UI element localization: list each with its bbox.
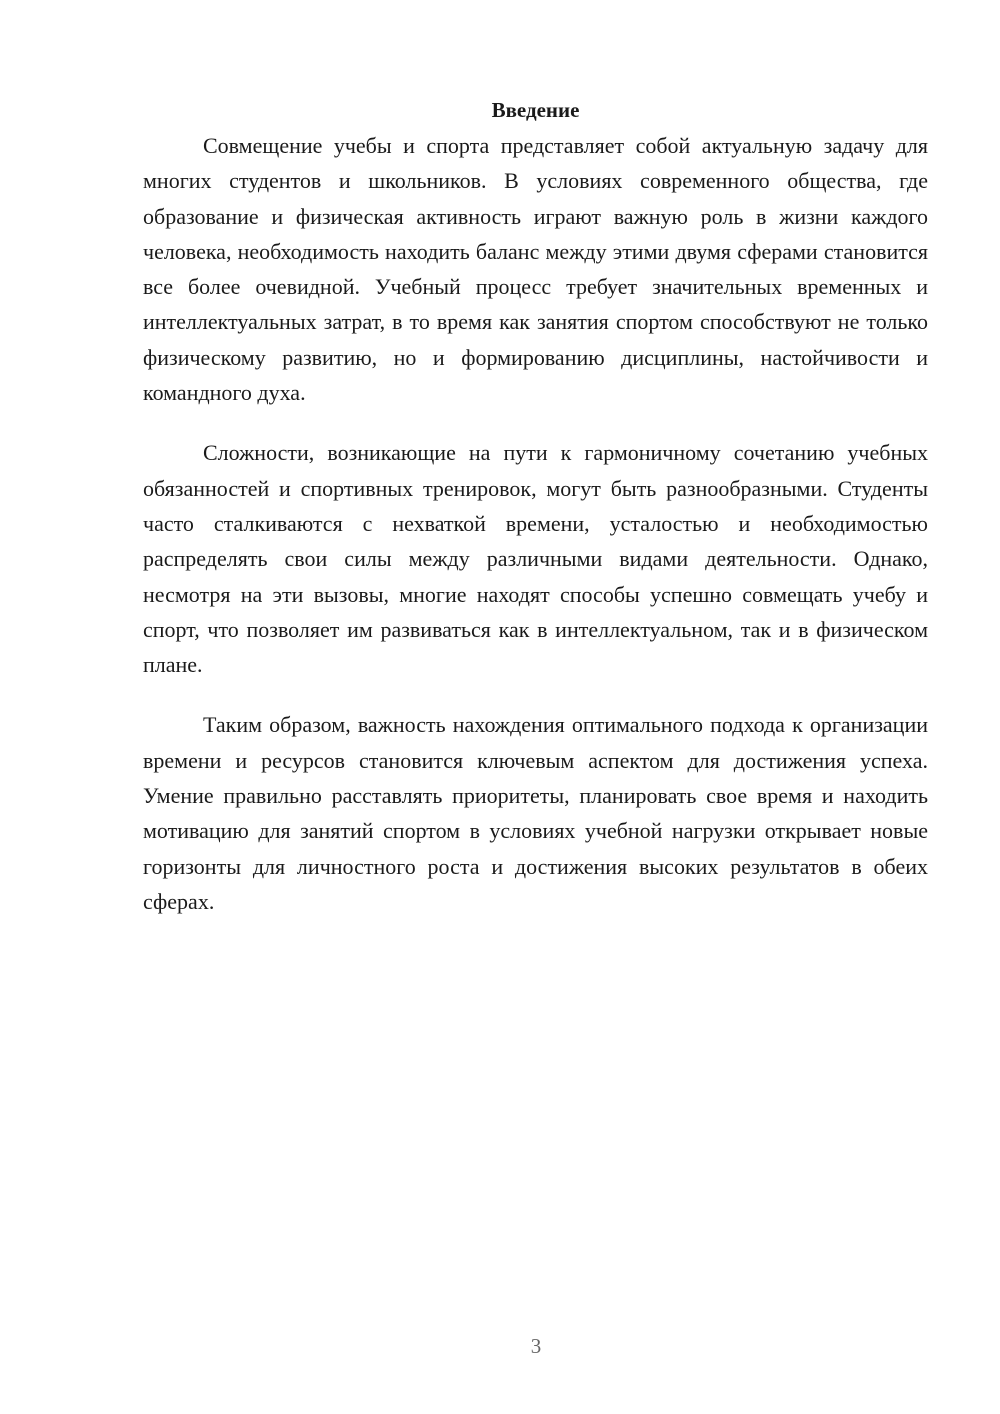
paragraph-2: Сложности, возникающие на пути к гармоничному сочетанию учебных обязанностей и спортивных тренировок, могут быть разнообразными. Студенты часто сталкиваются с нехваткой времени, усталостью и необходимостью распределять свои силы между различными видами деятельности. Однако, несмотря на эти вызовы, многие находят способы успешно совмещать учебу и спорт, что позволяет им развиваться как в интеллектуальном, так и в физическом плане. [143,440,928,678]
paragraph-3: Таким образом, важность нахождения оптимального подхода к организации времени и ресурсов становится ключевым аспектом для достижения успеха. Умение правильно расставлять приоритеты, планировать свое время и находить мотивацию для занятий спортом в условиях учебной нагрузки открывает новые горизонты для личностного роста и достижения высоких результатов в обеих сферах. [143,712,928,914]
section-heading: Введение [491,98,580,122]
paragraph-1: Совмещение учебы и спорта представляет собой актуальную задачу для многих студентов и школьников. В условиях современного общества, где образование и физическая активность играют важную роль в жизни каждого человека, необходимость находить баланс между этими двумя сферами становится все более очевидной. Учебный процесс требует значительных временных и интеллектуальных затрат, в то время как занятия спортом способствуют не только физическому развитию, но и формированию дисциплины, настойчивости и командного духа. [143,133,928,406]
page-content [143,92,928,919]
page-number: 3 [530,1334,542,1358]
